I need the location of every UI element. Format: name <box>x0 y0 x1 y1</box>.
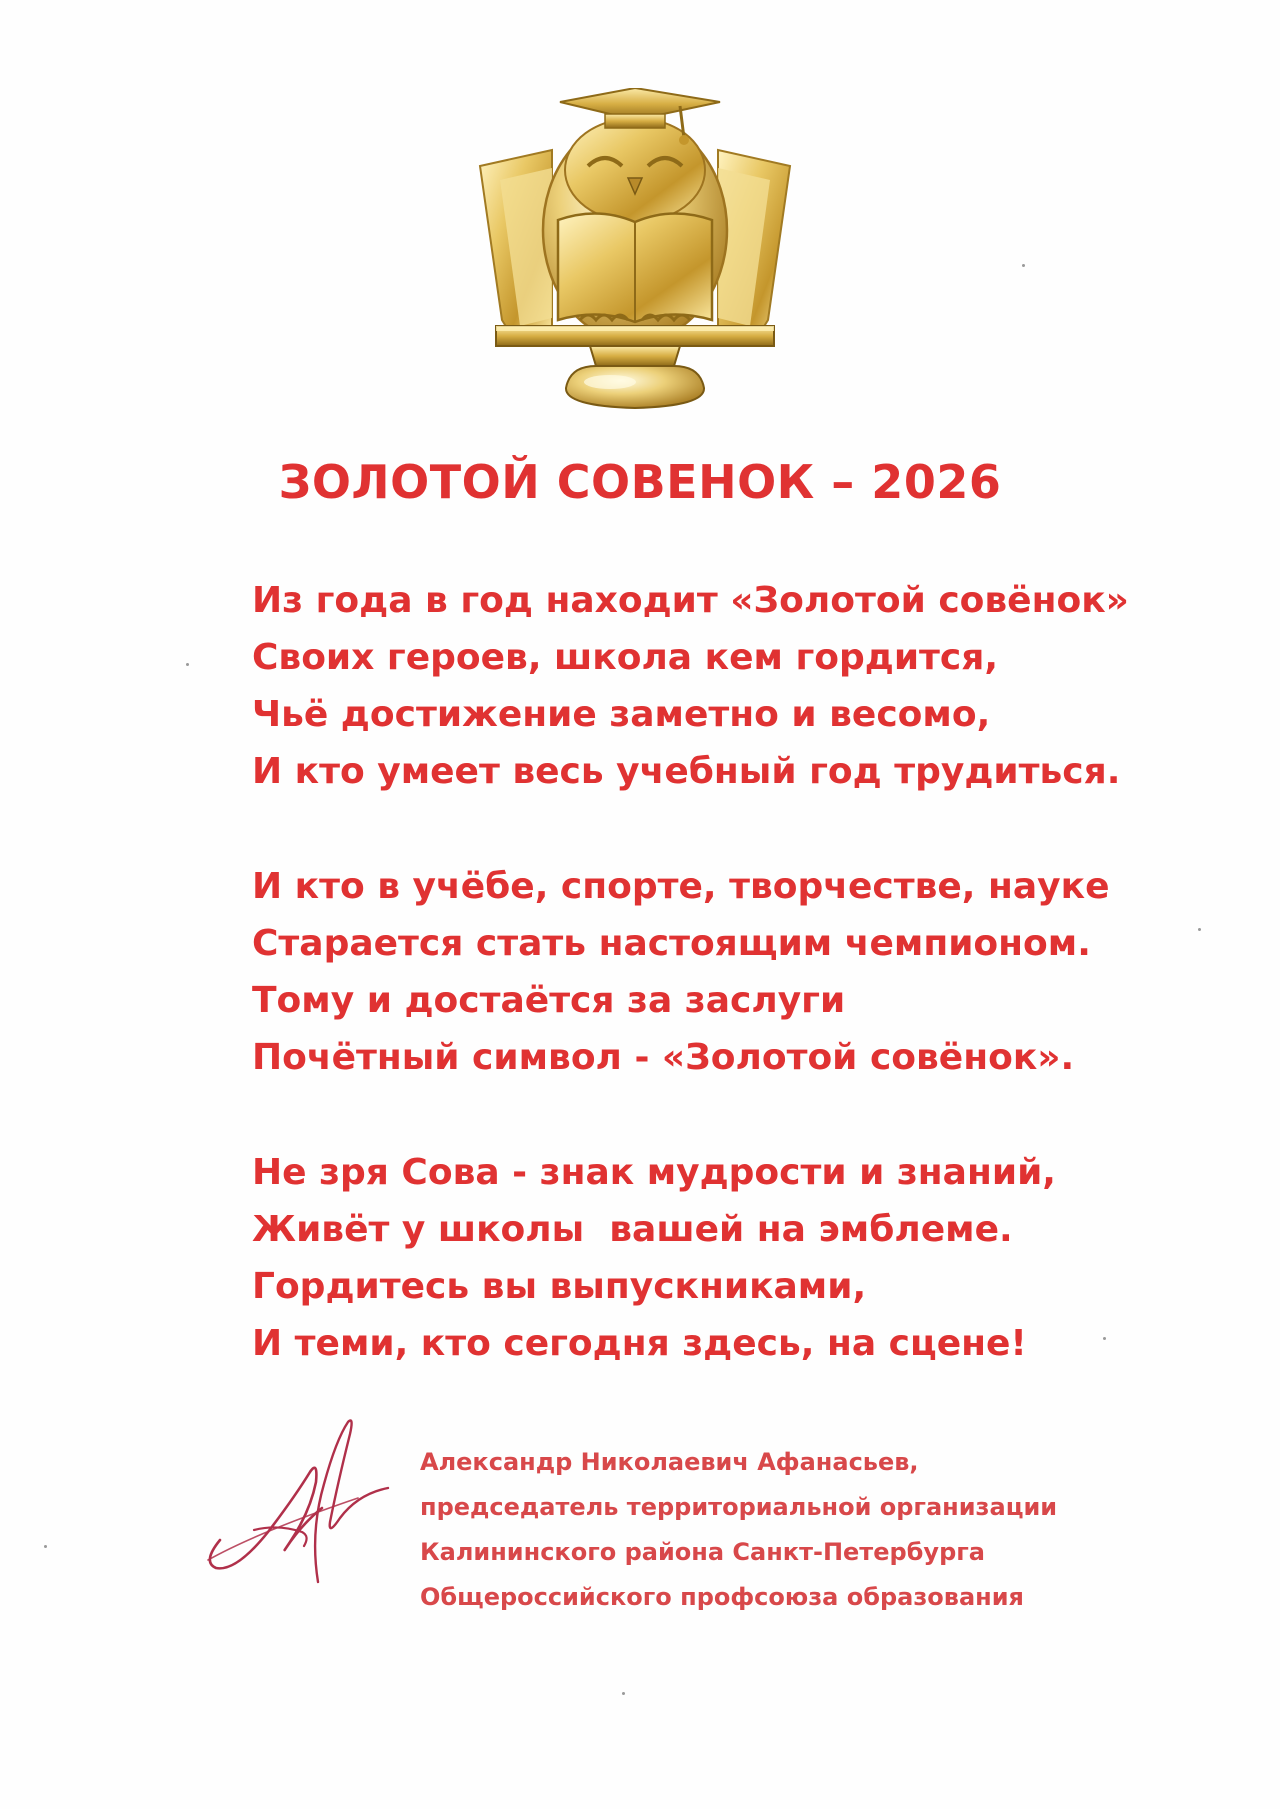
handwritten-signature-icon <box>198 1412 394 1587</box>
poem-stanza-2 <box>252 858 1232 1086</box>
poem-stanza-1 <box>252 572 1232 800</box>
poem-line: И кто в учёбе, спорте, творчестве, науке <box>252 866 1110 907</box>
scan-speck <box>1022 264 1025 267</box>
signer-title-line: председатель территориальной организации <box>420 1493 1058 1521</box>
poem-stanza-3 <box>252 1144 1232 1372</box>
poem-line: Из года в год находит «Золотой совёнок» <box>252 580 1129 621</box>
poem-line: Живёт у школы вашей на эмблеме. <box>252 1209 1013 1250</box>
poem-line: Своих героев, школа кем гордится, <box>252 637 999 678</box>
poem-line: Почётный символ - «Золотой совёнок». <box>252 1037 1075 1078</box>
scan-speck <box>1103 1337 1106 1340</box>
signer-title-line: Калининского района Санкт-Петербурга <box>420 1538 985 1566</box>
poem-line: И кто умеет весь учебный год трудиться. <box>252 751 1121 792</box>
signer-block <box>420 1440 1240 1620</box>
scan-speck <box>1198 928 1201 931</box>
golden-owl-trophy-icon <box>470 88 800 433</box>
poem-line: И теми, кто сегодня здесь, на сцене! <box>252 1323 1027 1364</box>
scan-speck <box>44 1545 47 1548</box>
scan-speck <box>186 663 189 666</box>
poem <box>252 572 1232 1430</box>
poem-line: Тому и достаётся за заслуги <box>252 980 846 1021</box>
poem-line: Не зря Сова - знак мудрости и знаний, <box>252 1152 1056 1193</box>
poem-line: Чьё достижение заметно и весомо, <box>252 694 991 735</box>
poem-line: Гордитесь вы выпускниками, <box>252 1266 867 1307</box>
scan-speck <box>622 1692 625 1695</box>
signer-name: Александр Николаевич Афанасьев, <box>420 1448 919 1476</box>
document-title: ЗОЛОТОЙ СОВЕНОК – 2026 <box>278 455 1002 509</box>
poem-line: Старается стать настоящим чемпионом. <box>252 923 1091 964</box>
signer-title-line: Общероссийского профсоюза образования <box>420 1583 1024 1611</box>
